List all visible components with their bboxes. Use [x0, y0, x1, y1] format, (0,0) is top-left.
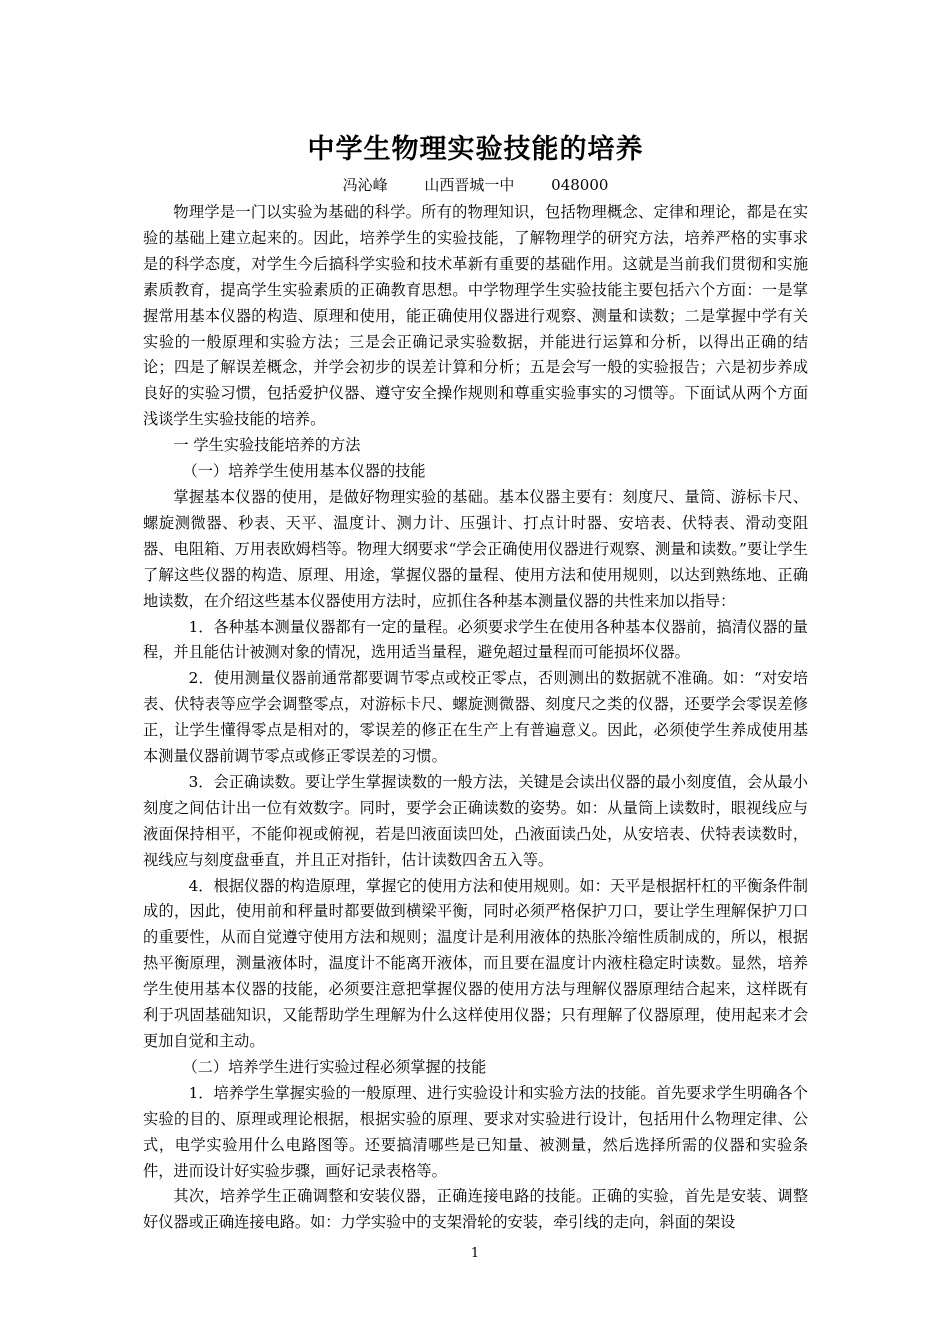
numbered-paragraph: 2．使用测量仪器前通常都要调节零点或校正零点，否则测出的数据就不准确。如：“对安培表、伏特表等应学会调整零点，对游标卡尺、螺旋测微器、刻度尺之类的仪器，还要学会零误差修正，让学生懂得零点是相对的，零误差的修正在生产上有普遍意义。因此，必须使学生养成使用基本测量仪器前调节零点或修正零误差的习惯。: [143, 669, 808, 766]
subsection-heading: （二）培养学生进行实验过程必须掌握的技能: [182, 1057, 487, 1076]
author-line: [143, 172, 808, 198]
document-title: 中学生物理实验技能的培养: [307, 134, 644, 165]
body-paragraph: 其次，培养学生正确调整和安装仪器，正确连接电路的技能。正确的实验，首先是安装、调整好仪器或正确连接电路。如：力学实验中的支架滑轮的安装，牵引线的走向，斜面的架设: [143, 1187, 808, 1232]
subsection-heading: （一）培养学生使用基本仪器的技能: [182, 462, 426, 481]
author-name: 冯沁峰: [342, 176, 388, 194]
article-body: [143, 200, 808, 1236]
numbered-paragraph: 4．根据仪器的构造原理，掌握它的使用方法和使用规则。如：天平是根据杆杠的平衡条件制成的，因此，使用前和秤量时都要做到横梁平衡，同时必须严格保护刀口，要让学生理解保护刀口的重要性，从而自觉遵守使用方法和规则；温度计是利用液体的热胀冷缩性质制成的，所以，根据热平衡原理，测量液体时，温度计不能离开液体，而且要在温度计内液柱稳定时读数。显然，培养学生使用基本仪器的技能，必须要注意把掌握仪器的使用方法与理解仪器原理结合起来，这样既有利于巩固基础知识，又能帮助学生理解为什么这样使用仪器；只有理解了仪器原理，使用起来才会更加自觉和主动。: [143, 876, 808, 1050]
page-content: [143, 128, 808, 1236]
body-paragraph: 掌握基本仪器的使用，是做好物理实验的基础。基本仪器主要有：刻度尺、量筒、游标卡尺、螺旋测微器、秒表、天平、温度计、测力计、压强计、打点计时器、安培表、伏特表、滑动变阻器、电阻箱、万用表欧姆档等。物理大纲要求“学会正确使用仪器进行观察、测量和读数。”要让学生了解这些仪器的构造、原理、用途，掌握仪器的量程、使用方法和使用规则，以达到熟练地、正确地读数，在介绍这些基本仪器使用方法时，应抓住各种基本测量仪器的共性来加以指导：: [143, 487, 808, 610]
numbered-paragraph: 3．会正确读数。要让学生掌握读数的一般方法，关键是会读出仪器的最小刻度值，会从最小刻度之间估计出一位有效数字。同时，要学会正确读数的姿势。如：从量筒上读数时，眼视线应与液面保持相平，不能仰视或俯视，若是凹液面读凹处，凸液面读凸处，从安培表、伏特表读数时，视线应与刻度盘垂直，并且正对指针，估计读数四舍五入等。: [143, 772, 808, 869]
numbered-paragraph: 1．各种基本测量仪器都有一定的量程。必须要求学生在使用各种基本仪器前，搞清仪器的量程，并且能估计被测对象的情况，选用适当量程，避免超过量程而可能损坏仪器。: [143, 617, 808, 662]
section-heading: 一 学生实验技能培养的方法: [173, 436, 361, 455]
page-number: 1: [470, 1246, 480, 1261]
author-affiliation: 山西晋城一中: [424, 176, 515, 194]
numbered-paragraph: 1．培养学生掌握实验的一般原理、进行实验设计和实验方法的技能。首先要求学生明确各个实验的目的、原理或理论根据，根据实验的原理、要求对实验进行设计，包括用什么物理定律、公式，电学实验用什么电路图等。还要搞清哪些是已知量、被测量，然后选择所需的仪器和实验条件，进而设计好实验步骤，画好记录表格等。: [143, 1083, 808, 1180]
body-paragraph: 物理学是一门以实验为基础的科学。所有的物理知识，包括物理概念、定律和理论，都是在实验的基础上建立起来的。因此，培养学生的实验技能，了解物理学的研究方法，培养严格的实事求是的科学态度，对学生今后搞科学实验和技术革新有重要的基础作用。这就是当前我们贯彻和实施素质教育，提高学生实验素质的正确教育思想。中学物理学生实验技能主要包括六个方面：一是掌握常用基本仪器的构造、原理和使用，能正确使用仪器进行观察、测量和读数；二是掌握中学有关实验的一般原理和实验方法；三是会正确记录实验数据，并能进行运算和分析，以得出正确的结论；四是了解误差概念，并学会初步的误差计算和分析；五是会写一般的实验报告；六是初步养成良好的实验习惯，包括爱护仪器、遵守安全操作规则和尊重实验事实的习惯等。下面试从两个方面浅谈学生实验技能的培养。: [143, 203, 808, 429]
author-postcode: 048000: [551, 176, 609, 194]
